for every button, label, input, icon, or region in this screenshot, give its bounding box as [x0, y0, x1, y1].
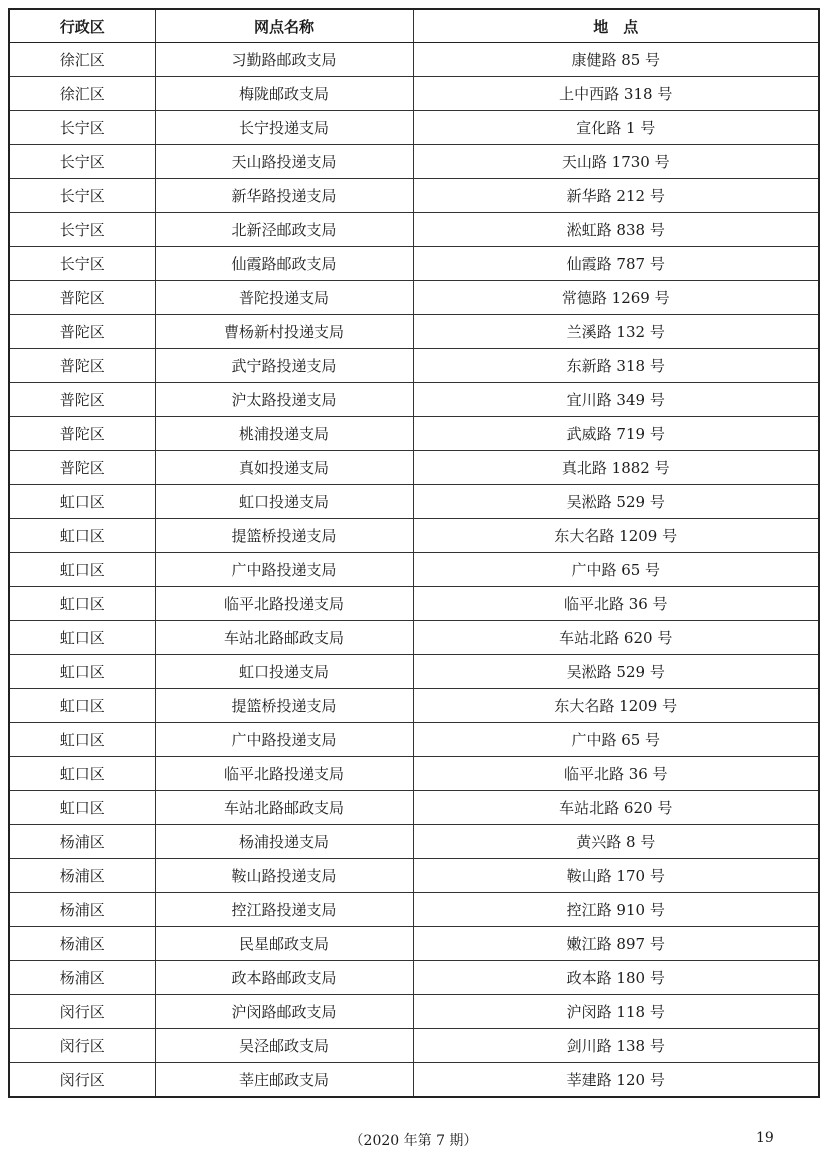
- branch-name-cell: 吴泾邮政支局: [155, 1029, 413, 1063]
- branch-name-cell: 莘庄邮政支局: [155, 1063, 413, 1098]
- district-cell: 杨浦区: [9, 859, 155, 893]
- branch-name-cell: 桃浦投递支局: [155, 417, 413, 451]
- location-cell: 车站北路 620 号: [413, 791, 819, 825]
- district-cell: 闵行区: [9, 1063, 155, 1098]
- district-cell: 长宁区: [9, 213, 155, 247]
- header-location: 地 点: [413, 9, 819, 43]
- table-header: [9, 9, 819, 43]
- table-row: [9, 111, 819, 145]
- branch-name-cell: 梅陇邮政支局: [155, 77, 413, 111]
- table-row: [9, 655, 819, 689]
- district-cell: 普陀区: [9, 451, 155, 485]
- district-cell: 杨浦区: [9, 893, 155, 927]
- branch-name-cell: 北新泾邮政支局: [155, 213, 413, 247]
- location-cell: 临平北路 36 号: [413, 757, 819, 791]
- location-cell: 东大名路 1209 号: [413, 689, 819, 723]
- district-cell: 闵行区: [9, 1029, 155, 1063]
- branch-name-cell: 广中路投递支局: [155, 553, 413, 587]
- branch-name-cell: 虹口投递支局: [155, 655, 413, 689]
- branch-name-cell: 长宁投递支局: [155, 111, 413, 145]
- table-row: [9, 451, 819, 485]
- district-cell: 闵行区: [9, 995, 155, 1029]
- table-row: [9, 213, 819, 247]
- table-row: [9, 927, 819, 961]
- district-cell: 虹口区: [9, 485, 155, 519]
- branch-name-cell: 曹杨新村投递支局: [155, 315, 413, 349]
- district-cell: 虹口区: [9, 519, 155, 553]
- district-cell: 普陀区: [9, 417, 155, 451]
- branch-name-cell: 普陀投递支局: [155, 281, 413, 315]
- branch-name-cell: 民星邮政支局: [155, 927, 413, 961]
- location-cell: 宣化路 1 号: [413, 111, 819, 145]
- branch-name-cell: 虹口投递支局: [155, 485, 413, 519]
- district-cell: 长宁区: [9, 145, 155, 179]
- branch-name-cell: 广中路投递支局: [155, 723, 413, 757]
- district-cell: 虹口区: [9, 587, 155, 621]
- branch-name-cell: 政本路邮政支局: [155, 961, 413, 995]
- table-row: [9, 179, 819, 213]
- location-cell: 莘建路 120 号: [413, 1063, 819, 1098]
- table-row: [9, 553, 819, 587]
- district-cell: 虹口区: [9, 621, 155, 655]
- table-row: [9, 723, 819, 757]
- location-cell: 康健路 85 号: [413, 43, 819, 77]
- branch-name-cell: 真如投递支局: [155, 451, 413, 485]
- location-cell: 广中路 65 号: [413, 723, 819, 757]
- location-cell: 临平北路 36 号: [413, 587, 819, 621]
- location-cell: 真北路 1882 号: [413, 451, 819, 485]
- district-cell: 虹口区: [9, 723, 155, 757]
- location-cell: 嫩江路 897 号: [413, 927, 819, 961]
- location-cell: 控江路 910 号: [413, 893, 819, 927]
- location-cell: 吴淞路 529 号: [413, 485, 819, 519]
- table-row: [9, 961, 819, 995]
- table-row: [9, 315, 819, 349]
- branch-name-cell: 沪太路投递支局: [155, 383, 413, 417]
- table-row: [9, 145, 819, 179]
- location-cell: 宜川路 349 号: [413, 383, 819, 417]
- location-cell: 仙霞路 787 号: [413, 247, 819, 281]
- branch-name-cell: 车站北路邮政支局: [155, 621, 413, 655]
- table-row: [9, 485, 819, 519]
- district-cell: 杨浦区: [9, 961, 155, 995]
- district-cell: 长宁区: [9, 111, 155, 145]
- location-cell: 吴淞路 529 号: [413, 655, 819, 689]
- table-row: [9, 621, 819, 655]
- district-cell: 长宁区: [9, 179, 155, 213]
- location-cell: 新华路 212 号: [413, 179, 819, 213]
- location-cell: 广中路 65 号: [413, 553, 819, 587]
- table-row: [9, 417, 819, 451]
- district-cell: 徐汇区: [9, 77, 155, 111]
- location-cell: 车站北路 620 号: [413, 621, 819, 655]
- table-row: [9, 757, 819, 791]
- post-office-table: [8, 8, 820, 1098]
- header-row: [9, 9, 819, 43]
- location-cell: 淞虹路 838 号: [413, 213, 819, 247]
- issue-label: （2020 年第 7 期）: [349, 1133, 478, 1149]
- district-cell: 普陀区: [9, 281, 155, 315]
- location-cell: 天山路 1730 号: [413, 145, 819, 179]
- table-row: [9, 689, 819, 723]
- location-cell: 东新路 318 号: [413, 349, 819, 383]
- district-cell: 虹口区: [9, 655, 155, 689]
- branch-name-cell: 临平北路投递支局: [155, 757, 413, 791]
- branch-name-cell: 沪闵路邮政支局: [155, 995, 413, 1029]
- district-cell: 普陀区: [9, 315, 155, 349]
- header-branch-name: 网点名称: [155, 9, 413, 43]
- location-cell: 武威路 719 号: [413, 417, 819, 451]
- branch-name-cell: 武宁路投递支局: [155, 349, 413, 383]
- table-row: [9, 247, 819, 281]
- location-cell: 常德路 1269 号: [413, 281, 819, 315]
- table-row: [9, 859, 819, 893]
- location-cell: 上中西路 318 号: [413, 77, 819, 111]
- branch-name-cell: 提篮桥投递支局: [155, 519, 413, 553]
- location-cell: 剑川路 138 号: [413, 1029, 819, 1063]
- table-row: [9, 587, 819, 621]
- district-cell: 徐汇区: [9, 43, 155, 77]
- table-row: [9, 995, 819, 1029]
- table-row: [9, 1029, 819, 1063]
- branch-name-cell: 提篮桥投递支局: [155, 689, 413, 723]
- table-row: [9, 825, 819, 859]
- district-cell: 虹口区: [9, 689, 155, 723]
- table-row: [9, 791, 819, 825]
- branch-name-cell: 新华路投递支局: [155, 179, 413, 213]
- district-cell: 虹口区: [9, 757, 155, 791]
- table-row: [9, 281, 819, 315]
- branch-name-cell: 车站北路邮政支局: [155, 791, 413, 825]
- branch-name-cell: 仙霞路邮政支局: [155, 247, 413, 281]
- district-cell: 杨浦区: [9, 927, 155, 961]
- location-cell: 政本路 180 号: [413, 961, 819, 995]
- location-cell: 黄兴路 8 号: [413, 825, 819, 859]
- branch-name-cell: 杨浦投递支局: [155, 825, 413, 859]
- district-cell: 长宁区: [9, 247, 155, 281]
- branch-name-cell: 习勤路邮政支局: [155, 43, 413, 77]
- district-cell: 虹口区: [9, 791, 155, 825]
- table-row: [9, 519, 819, 553]
- location-cell: 兰溪路 132 号: [413, 315, 819, 349]
- table-row: [9, 77, 819, 111]
- district-cell: 虹口区: [9, 553, 155, 587]
- page-number: 19: [756, 1130, 774, 1146]
- branch-name-cell: 临平北路投递支局: [155, 587, 413, 621]
- branch-name-cell: 天山路投递支局: [155, 145, 413, 179]
- branch-name-cell: 鞍山路投递支局: [155, 859, 413, 893]
- header-district: 行政区: [9, 9, 155, 43]
- location-cell: 鞍山路 170 号: [413, 859, 819, 893]
- location-cell: 沪闵路 118 号: [413, 995, 819, 1029]
- table-row: [9, 383, 819, 417]
- table-row: [9, 43, 819, 77]
- location-cell: 东大名路 1209 号: [413, 519, 819, 553]
- table-row: [9, 893, 819, 927]
- district-cell: 普陀区: [9, 383, 155, 417]
- branch-name-cell: 控江路投递支局: [155, 893, 413, 927]
- district-cell: 杨浦区: [9, 825, 155, 859]
- district-cell: 普陀区: [9, 349, 155, 383]
- table-body: [9, 43, 819, 1098]
- table-row: [9, 349, 819, 383]
- table-row: [9, 1063, 819, 1098]
